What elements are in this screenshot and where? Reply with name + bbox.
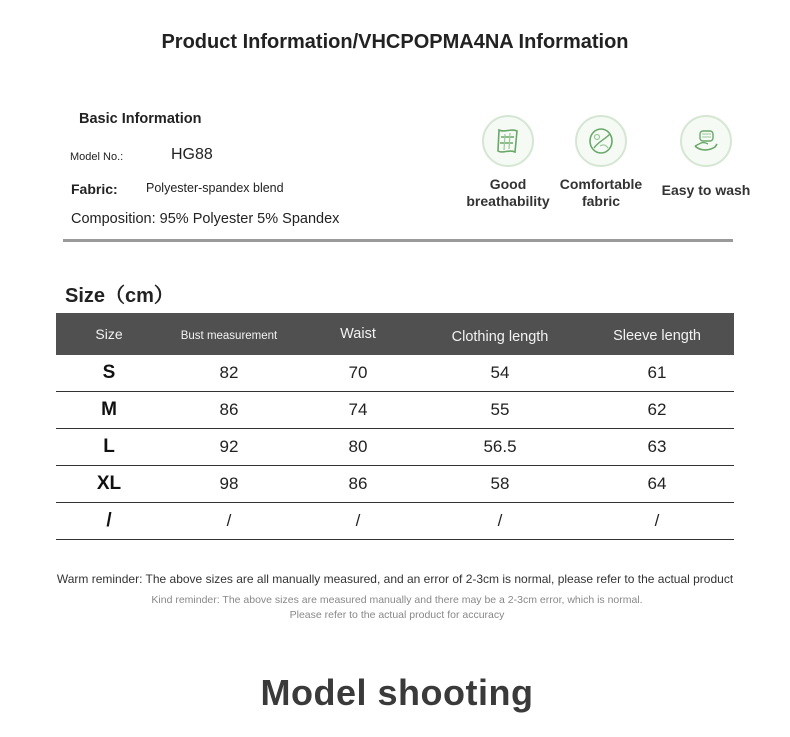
breathable-fabric-icon (482, 115, 534, 167)
sleeve-length-cell: 63 (580, 429, 734, 466)
size-cell: M (56, 392, 162, 429)
section-divider (63, 239, 733, 242)
clothing-length-cell: 55 (420, 392, 580, 429)
waist-cell: 70 (296, 355, 420, 392)
size-table-header (56, 313, 734, 355)
feature-comfortable-fabric (546, 115, 656, 210)
column-header-clothing-length: Clothing length (420, 313, 580, 355)
bust-cell: 86 (162, 392, 296, 429)
waist-cell: 74 (296, 392, 420, 429)
table-row (56, 503, 734, 540)
column-header-sleeve-length: Sleeve length (580, 313, 734, 355)
waist-cell: 80 (296, 429, 420, 466)
table-row (56, 392, 734, 429)
clothing-length-cell: 58 (420, 466, 580, 503)
model-number-value: HG88 (171, 146, 213, 163)
feature-breathability-line2: breathability (466, 193, 550, 209)
size-cell: / (56, 503, 162, 540)
size-cell: S (56, 355, 162, 392)
sleeve-length-cell: / (580, 503, 734, 540)
table-row (56, 429, 734, 466)
column-header-bust: Bust measurement (162, 313, 296, 355)
bust-cell: / (162, 503, 296, 540)
feature-breathability-line1: Good (489, 176, 527, 192)
clothing-length-cell: 54 (420, 355, 580, 392)
sleeve-length-cell: 62 (580, 392, 734, 429)
basic-info-heading: Basic Information (79, 111, 202, 127)
size-heading: Size（cm） (65, 285, 174, 307)
hand-wash-icon (680, 115, 732, 167)
kind-reminder-line2: Please refer to the actual product for accuracy (289, 609, 505, 621)
warm-reminder: Warm reminder: The above sizes are all manually measured, and an error of 2-3cm is normal, please refer to the actual product (56, 572, 734, 586)
bust-cell: 92 (162, 429, 296, 466)
column-header-size: Size (56, 313, 162, 355)
sleeve-length-cell: 61 (580, 355, 734, 392)
feature-easy-to-wash (651, 115, 761, 199)
comfortable-fabric-icon (575, 115, 627, 167)
feature-comfortable-line2: fabric (581, 193, 621, 209)
size-table (56, 313, 734, 540)
fabric-label: Fabric: (71, 181, 118, 197)
feature-comfortable-line1: Comfortable (559, 176, 643, 192)
size-cell: L (56, 429, 162, 466)
bust-cell: 82 (162, 355, 296, 392)
table-row (56, 466, 734, 503)
kind-reminder-line1: Kind reminder: The above sizes are measured manually and there may be a 2-3cm error, which is normal. (151, 594, 643, 606)
waist-cell: / (296, 503, 420, 540)
clothing-length-cell: 56.5 (420, 429, 580, 466)
waist-cell: 86 (296, 466, 420, 503)
fabric-value: Polyester-spandex blend (146, 181, 284, 195)
page-title: Product Information/VHCPOPMA4NA Information (161, 31, 629, 53)
column-header-waist: Waist (296, 313, 420, 355)
feature-easy-to-wash-label: Easy to wash (661, 182, 751, 198)
sleeve-length-cell: 64 (580, 466, 734, 503)
size-cell: XL (56, 466, 162, 503)
model-number-label: Model No.: (70, 151, 124, 163)
table-row (56, 355, 734, 392)
model-shooting-heading: Model shooting (260, 672, 534, 713)
clothing-length-cell: / (420, 503, 580, 540)
composition-text: Composition: 95% Polyester 5% Spandex (71, 211, 340, 227)
bust-cell: 98 (162, 466, 296, 503)
